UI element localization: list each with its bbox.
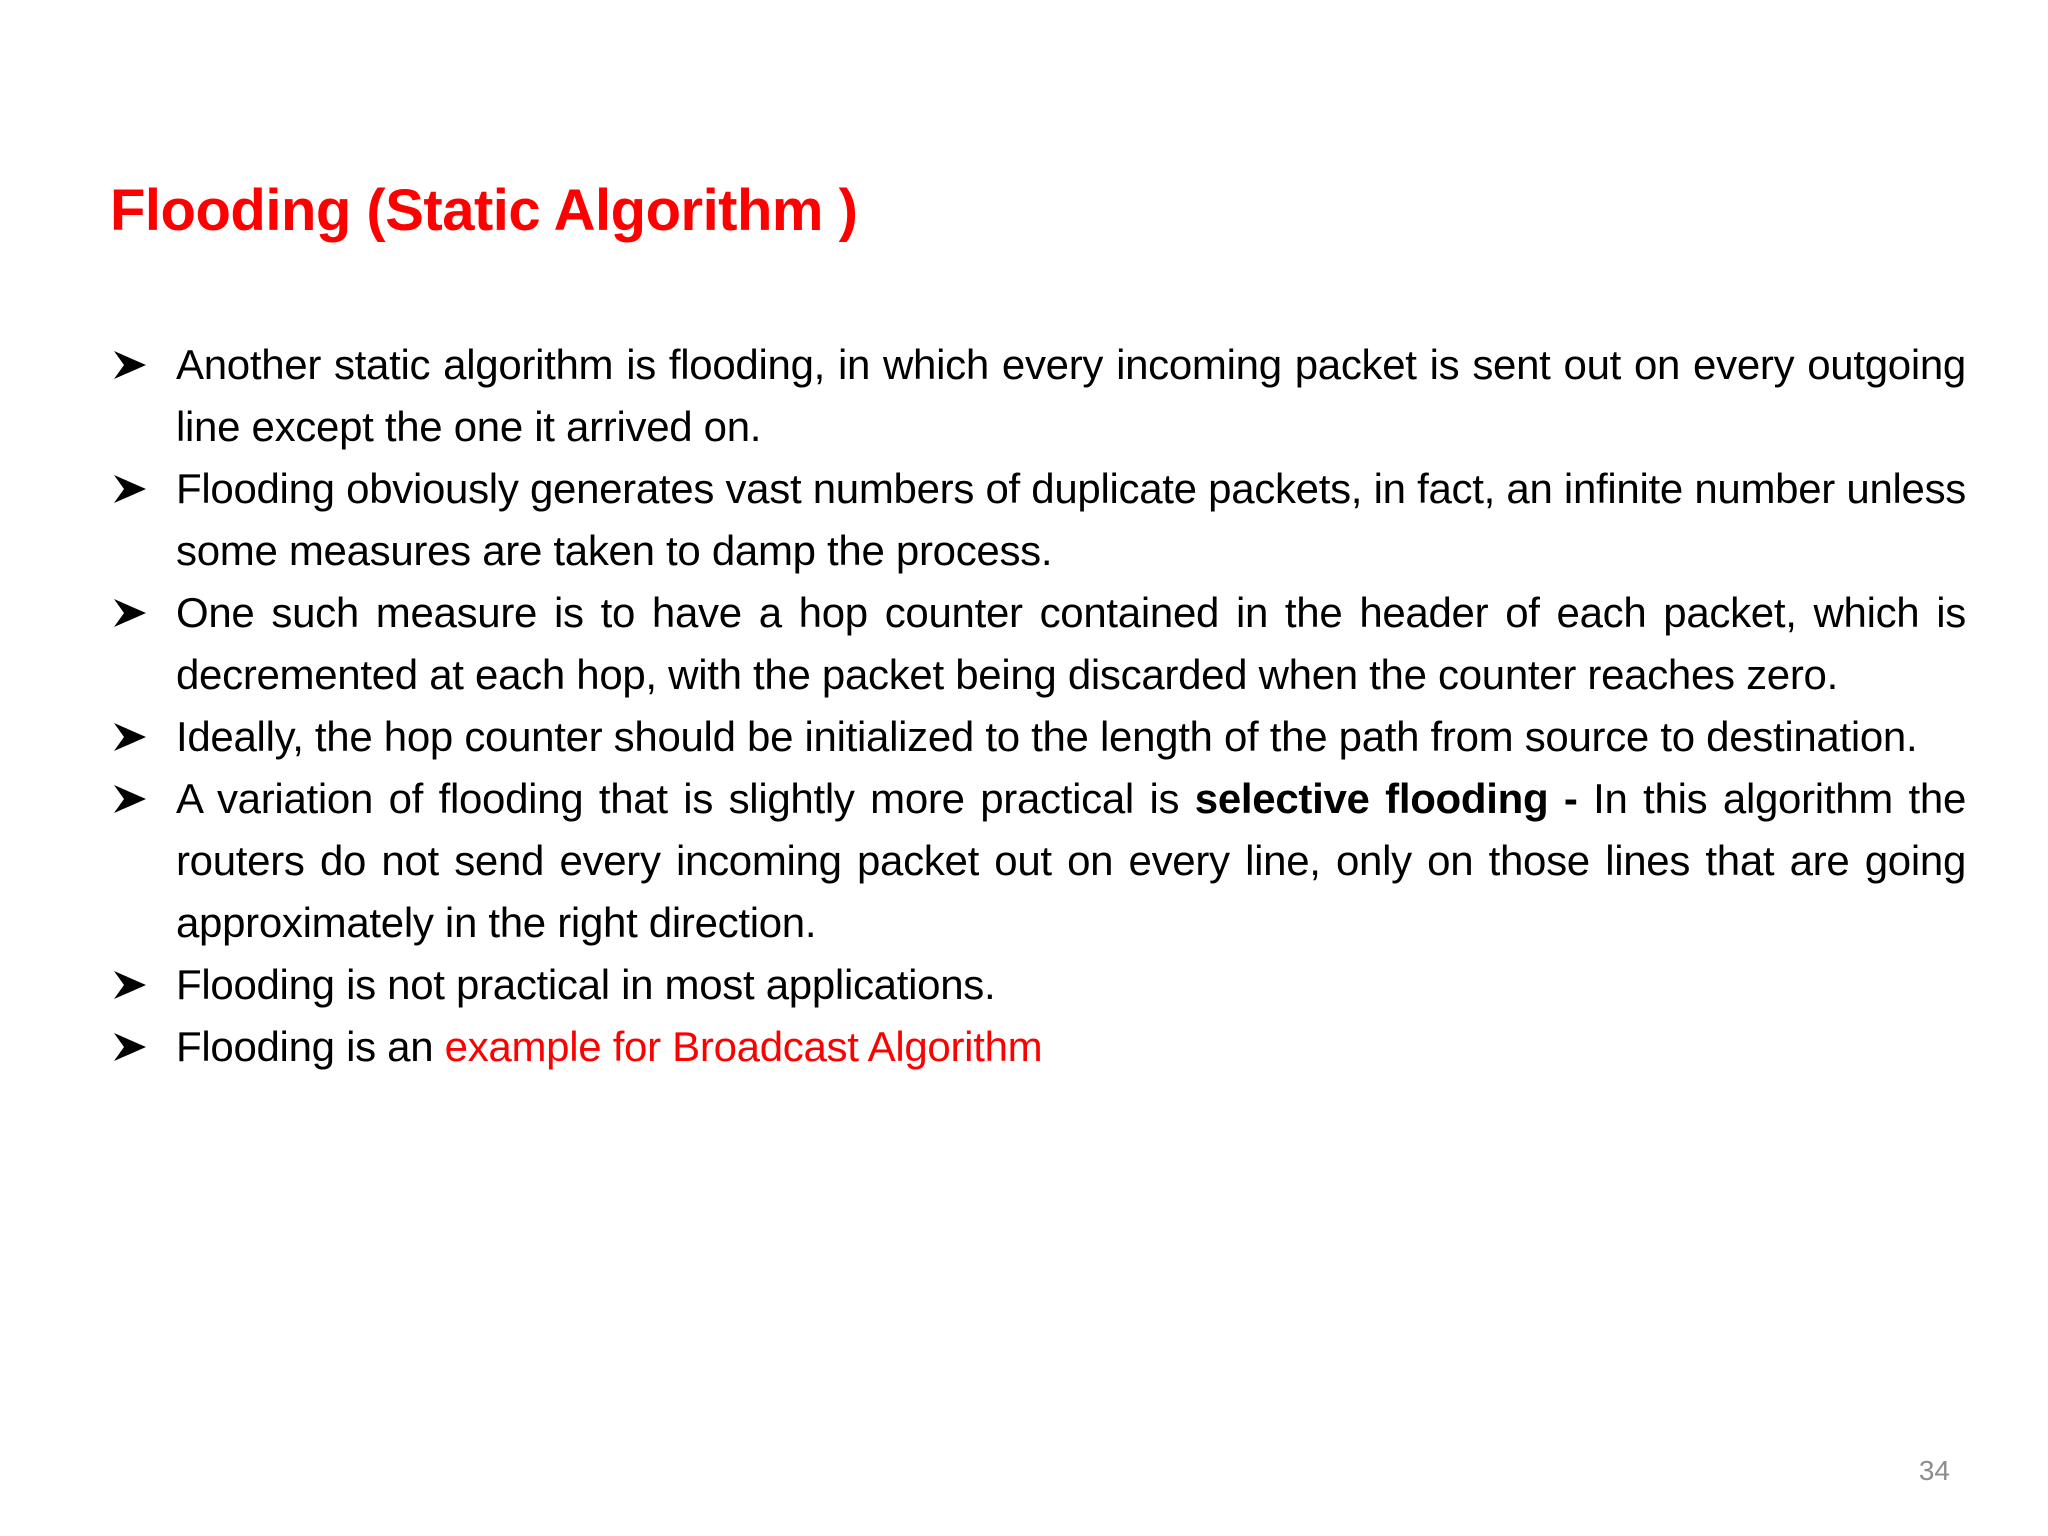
arrowhead-bullet-icon <box>112 1031 148 1063</box>
bullet-item <box>110 706 1966 768</box>
arrowhead-bullet-icon <box>112 473 148 505</box>
arrowhead-bullet-icon <box>112 349 148 381</box>
selective-flooding-term: selective flooding - <box>1194 775 1578 822</box>
bullet-text-after: In this algorithm the routers do not send every incoming packet out on every line, only on those lines that are going approximately in the right direction. <box>176 775 1967 946</box>
bullet-text: One such measure is to have a hop counter contained in the header of each packet, which is decremented at each hop, with the packet being discarded when the counter reaches zero. <box>176 589 1966 698</box>
arrowhead-bullet-icon <box>112 721 148 753</box>
bullet-text-before: A variation of flooding that is slightly more practical is <box>176 775 1195 822</box>
bullet-text: Flooding is not practical in most applications. <box>176 961 996 1008</box>
bullet-item <box>110 458 1966 582</box>
bullet-text: Another static algorithm is flooding, in which every incoming packet is sent out on every outgoing line except the one it arrived on. <box>176 341 1966 450</box>
arrowhead-bullet-icon <box>112 783 148 815</box>
bullet-item <box>110 1016 1966 1078</box>
broadcast-highlight: example for Broadcast Algorithm <box>444 1023 1043 1070</box>
page-number: 34 <box>1918 1455 1950 1486</box>
bullet-item <box>110 768 1966 954</box>
slide-title: Flooding (Static Algorithm ) <box>110 178 858 243</box>
bullet-item <box>110 334 1966 458</box>
bullet-item <box>110 954 1966 1016</box>
arrowhead-bullet-icon <box>112 969 148 1001</box>
bullet-text-before: Flooding is an <box>176 1023 445 1070</box>
bullet-text: Ideally, the hop counter should be initialized to the length of the path from source to destination. <box>176 713 1918 760</box>
bullet-item <box>110 582 1966 706</box>
bullet-text: Flooding obviously generates vast numbers of duplicate packets, in fact, an infinite number unless some measures are taken to damp the process. <box>176 465 1966 574</box>
arrowhead-bullet-icon <box>112 597 148 629</box>
bullet-list <box>110 334 1966 1078</box>
